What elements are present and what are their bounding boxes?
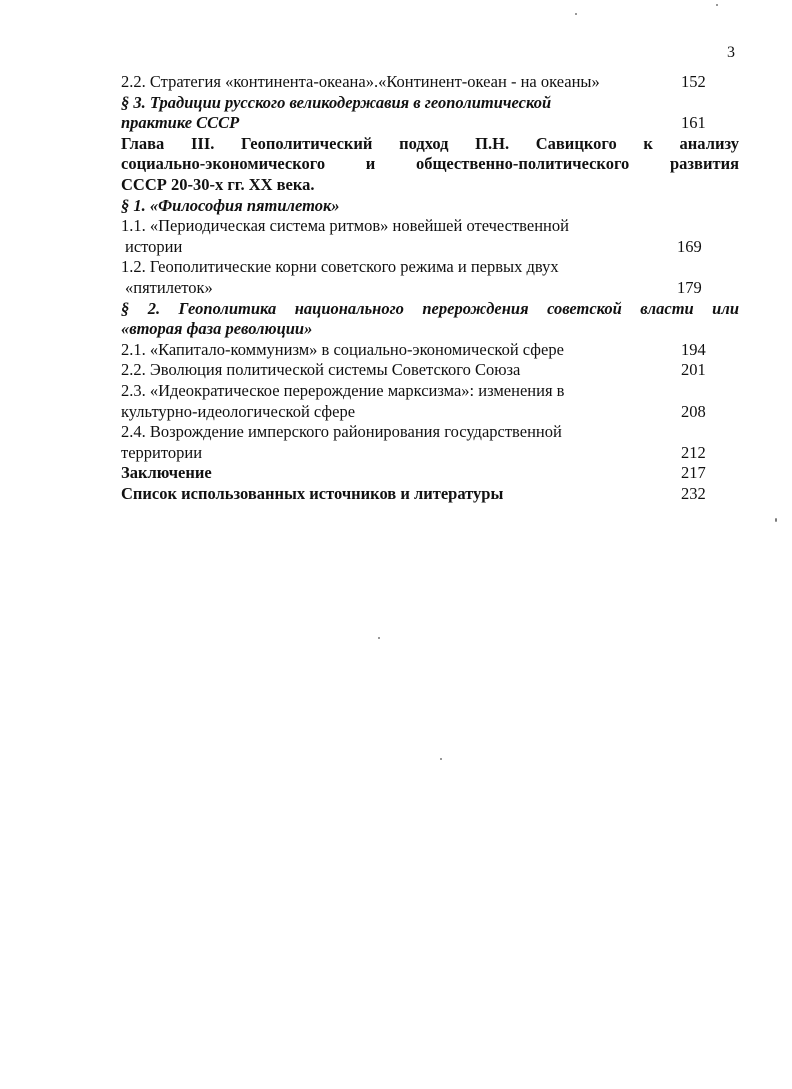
toc-conclusion [121, 463, 739, 484]
toc-entry [121, 216, 739, 237]
toc-entry-title: § 1. «Философия пятилеток» [121, 195, 340, 215]
toc-entry-title: практике СССР [121, 113, 240, 133]
scan-speck [575, 13, 577, 15]
toc-entry-cont [121, 278, 739, 299]
scan-speck [440, 758, 442, 760]
toc-entry-title: «вторая фаза революции» [121, 319, 313, 339]
toc-section-heading [121, 93, 739, 114]
toc-entry-page: 152 [681, 72, 706, 91]
toc-entry-page: 194 [681, 339, 706, 359]
toc-entry [121, 72, 739, 93]
toc-entry [121, 257, 739, 278]
toc-entry-title: 1.1. «Периодическая система ритмов» новейшей отечественной [121, 216, 569, 236]
toc-entry-page: 201 [681, 360, 706, 380]
toc-entry-title: СССР 20-30-х гг. XX века. [121, 174, 315, 194]
toc-entry [121, 422, 739, 443]
toc-entry [121, 381, 739, 402]
toc-entry-title: Список использованных источников и литературы [121, 483, 504, 503]
toc-entry-title: 2.4. Возрождение имперского районирования государственной [121, 422, 562, 442]
toc-entry-title: 2.3. «Идеократическое перерождение марксизма»: изменения в [121, 380, 565, 400]
toc-entry-cont [121, 402, 739, 423]
toc-entry-page: 212 [681, 442, 706, 462]
toc-entry-cont [121, 237, 739, 258]
toc-entry [121, 360, 739, 381]
toc-entry-page: 169 [677, 236, 702, 256]
toc-entry [121, 340, 739, 361]
toc-entry-cont [121, 443, 739, 464]
toc-entry-title: культурно-идеологической сфере [121, 401, 356, 421]
toc-entry-page: 217 [681, 463, 706, 483]
toc-entry-title: 1.2. Геополитические корни советского режима и первых двух [121, 257, 559, 277]
toc-chapter-heading-cont: социально-экономического и общественно-политического развития [121, 154, 739, 174]
toc-entry-title: 2.2. Стратегия «континента-океана».«Континент-океан - на океаны» [121, 72, 600, 91]
scan-speck [378, 637, 380, 639]
scan-speck [716, 4, 718, 6]
toc-entry-page: 208 [681, 401, 706, 421]
table-of-contents [121, 72, 739, 504]
toc-entry-title: Заключение [121, 463, 212, 483]
toc-entry-title: территории [121, 442, 203, 462]
toc-section-heading-cont [121, 113, 739, 134]
toc-entry-title: 2.1. «Капитало-коммунизм» в социально-экономической сфере [121, 339, 564, 359]
page-number: 3 [727, 44, 735, 61]
toc-entry-page: 232 [681, 483, 706, 503]
toc-chapter-heading: Глава III. Геополитический подход П.Н. Савицкого к анализу [121, 133, 739, 153]
toc-entry-title: 2.2. Эволюция политической системы Советского Союза [121, 360, 521, 380]
toc-section-heading-cont [121, 319, 739, 340]
toc-entry-title: истории [125, 236, 183, 256]
scan-speck [775, 518, 777, 522]
toc-chapter-heading-end [121, 175, 739, 196]
toc-entry-title: § 3. Традиции русского великодержавия в геополитической [121, 92, 552, 112]
toc-entry-title: «пятилеток» [125, 277, 213, 297]
toc-entry-page: 161 [681, 113, 706, 133]
toc-section-heading [121, 196, 739, 217]
toc-entry-page: 179 [677, 277, 702, 297]
toc-section-heading: § 2. Геополитика национального перерождения советской власти или [121, 298, 739, 318]
toc-bibliography [121, 484, 739, 505]
